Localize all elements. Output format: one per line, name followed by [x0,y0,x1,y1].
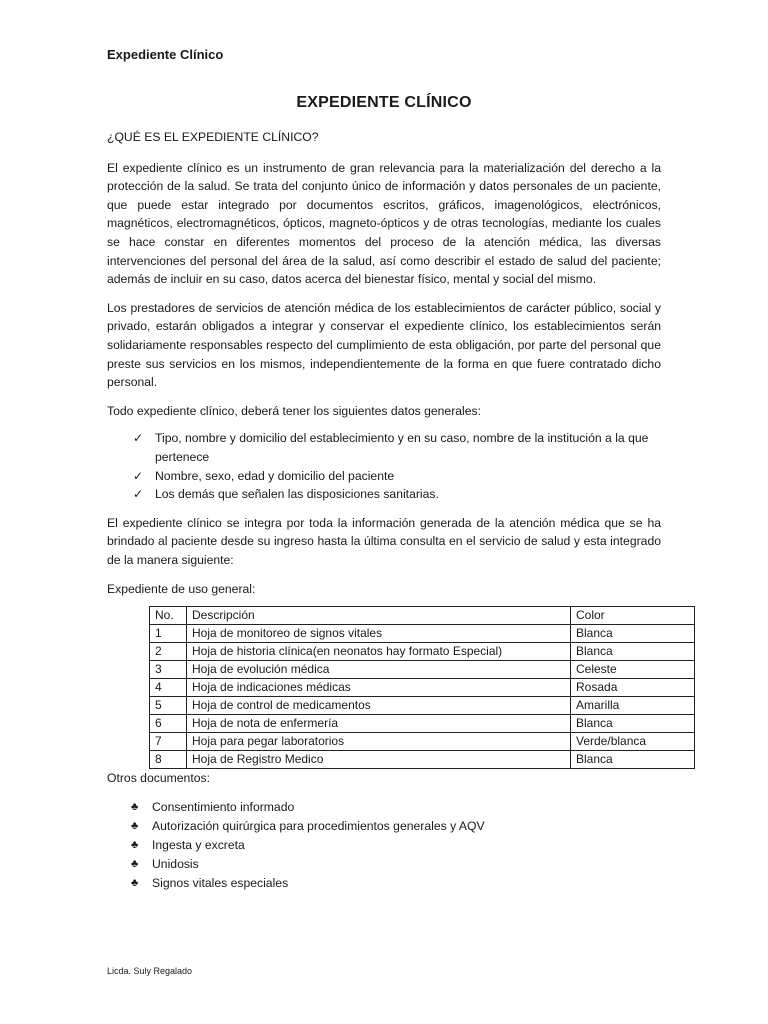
table-row [150,625,695,643]
cell-no: 4 [150,679,187,697]
cell-color: Amarilla [571,697,695,715]
column-header-description: Descripción [187,607,571,625]
page-header: Expediente Clínico [107,47,224,62]
cell-description: Hoja de Registro Medico [187,751,571,769]
paragraph-integration: El expediente clínico se integra por toda la información generada de la atención médica que se ha brindado al paciente desde su ingreso hasta la última consulta en el servicio de salud y esta integrado de la manera siguiente: [107,515,661,567]
cell-color: Rosada [571,679,695,697]
list-item [133,485,661,504]
table-row [150,643,695,661]
list-item [131,798,661,817]
cell-color: Blanca [571,751,695,769]
paragraph-general-data: Todo expediente clínico, deberá tener los siguientes datos generales: [107,403,481,418]
club-icon: ♣ [131,877,139,890]
list-item-text: Signos vitales especiales [152,876,289,891]
club-icon: ♣ [131,858,139,871]
cell-no: 7 [150,733,187,751]
list-item-text: Unidosis [152,857,199,872]
section-question: ¿QUÉ ES EL EXPEDIENTE CLÍNICO? [107,130,319,144]
table-title: Expediente de uso general: [107,582,256,597]
cell-no: 6 [150,715,187,733]
checkmark-icon: ✓ [133,487,144,502]
other-documents-list [107,798,661,894]
cell-color: Blanca [571,715,695,733]
document-body [107,128,661,894]
cell-no: 1 [150,625,187,643]
cell-description: Hoja para pegar laboratorios [187,733,571,751]
page-title: EXPEDIENTE CLÍNICO [296,94,472,111]
cell-color: Verde/blanca [571,733,695,751]
list-item-text: Los demás que señalen las disposiciones sanitarias. [155,487,439,502]
general-use-table [149,606,695,769]
club-icon: ♣ [131,819,139,832]
table-row [150,679,695,697]
column-header-no: No. [150,607,187,625]
table-header-row [150,607,695,625]
list-item-text: Nombre, sexo, edad y domicilio del paciente [155,468,395,483]
list-item [131,817,661,836]
list-item [131,874,661,893]
table-row [150,661,695,679]
club-icon: ♣ [131,800,139,813]
cell-description: Hoja de nota de enfermería [187,715,571,733]
list-item [133,429,661,466]
table-row [150,751,695,769]
cell-color: Blanca [571,625,695,643]
cell-description: Hoja de monitoreo de signos vitales [187,625,571,643]
list-item [131,855,661,874]
list-item-text: Consentimiento informado [152,799,295,814]
list-item-text: Ingesta y excreta [152,838,245,853]
cell-description: Hoja de historia clínica(en neonatos hay formato Especial) [187,643,571,661]
paragraph-providers: Los prestadores de servicios de atención médica de los establecimientos de carácter público, social y privado, estarán obligados a integrar y conservar el expediente clínico, los establecimientos serán solidariamente responsables respecto del cumplimiento de esta obligación, por parte del personal que preste sus servicios en los mismos, independientemente de la forma en que fuere contratado dicho personal. [107,300,661,390]
cell-color: Celeste [571,661,695,679]
general-data-list [107,429,661,503]
club-icon: ♣ [131,839,139,852]
cell-description: Hoja de control de medicamentos [187,697,571,715]
cell-description: Hoja de indicaciones médicas [187,679,571,697]
cell-color: Blanca [571,643,695,661]
table-row [150,733,695,751]
cell-no: 5 [150,697,187,715]
cell-no: 3 [150,661,187,679]
table-row [150,715,695,733]
paragraph-definition: El expediente clínico es un instrumento de gran relevancia para la materialización del derecho a la protección de la salud. Se trata del conjunto único de información y datos personales de un paciente, que puede estar integrado por documentos escritos, gráficos, imagenológicos, electrónicos, magnéticos, electromagnéticos, ópticos, magneto-ópticos y de otras tecnologías, mediante los cuales se hace constar en diferentes momentos del proceso de la atención médica, las diversas intervenciones del personal del área de la salud, así como describir el estado de salud del paciente; además de incluir en su caso, datos acerca del bienestar físico, mental y social del mismo. [107,160,661,287]
table-row [150,697,695,715]
list-item-text: Tipo, nombre y domicilio del establecimiento y en su caso, nombre de la institución a la que pertenece [155,431,649,464]
checkmark-icon: ✓ [133,431,144,446]
cell-description: Hoja de evolución médica [187,661,571,679]
column-header-color: Color [571,607,695,625]
cell-no: 8 [150,751,187,769]
list-item [133,467,661,486]
cell-no: 2 [150,643,187,661]
other-documents-title: Otros documentos: [107,771,210,786]
list-item [131,836,661,855]
page-footer: Licda. Suly Regalado [107,966,193,976]
checkmark-icon: ✓ [133,468,144,483]
list-item-text: Autorización quirúrgica para procedimientos generales y AQV [152,818,485,833]
